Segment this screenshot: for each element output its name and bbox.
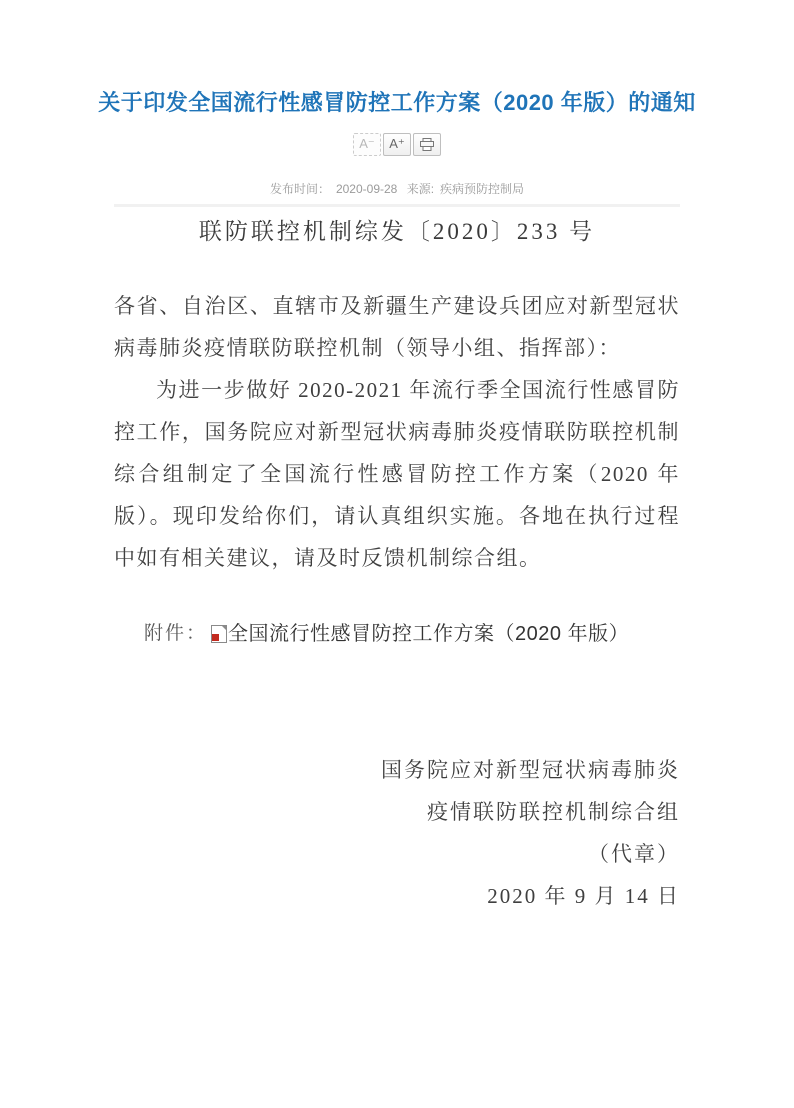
attachment-row bbox=[144, 619, 680, 649]
print-button[interactable] bbox=[413, 133, 441, 156]
publish-meta bbox=[0, 180, 794, 197]
addressee-paragraph: 各省、自治区、直辖市及新疆生产建设兵团应对新型冠状病毒肺炎疫情联防联控机制（领导小组、指挥部）： bbox=[114, 294, 680, 360]
attachment-link[interactable]: 全国流行性感冒防控工作方案（2020 年版） bbox=[228, 623, 630, 645]
publish-time-label: 发布时间： bbox=[269, 182, 330, 196]
font-increase-button[interactable]: A⁺ bbox=[383, 133, 411, 156]
page-title: 关于印发全国流行性感冒防控工作方案（2020 年版）的通知 bbox=[98, 90, 696, 115]
header-divider bbox=[114, 204, 680, 207]
signature-line-date: 2020 年 9 月 14 日 bbox=[487, 884, 680, 908]
signature-line-org-2: 疫情联防联控机制综合组 bbox=[427, 800, 680, 824]
publish-date: 2020-09-28 bbox=[335, 182, 398, 196]
font-decrease-button[interactable]: A⁻ bbox=[353, 133, 381, 156]
signature-line-seal: （代章） bbox=[588, 842, 680, 866]
source-label: 来源: bbox=[406, 182, 435, 196]
font-toolbar bbox=[0, 132, 794, 156]
attachment-label: 附件： bbox=[144, 623, 208, 644]
pdf-file-icon bbox=[211, 625, 227, 643]
signature-block bbox=[114, 749, 680, 917]
body-paragraph: 为进一步做好 2020-2021 年流行季全国流行性感冒防控工作，国务院应对新型冠状病毒肺炎疫情联防联控机制综合组制定了全国流行性感冒防控工作方案（2020 年版）。现印发给你们，请认真组织实施。各地在执行过程中如有相关建议，请及时反馈机制综合组。 bbox=[114, 378, 680, 570]
document-body bbox=[114, 217, 680, 917]
source-value: 疾病预防控制局 bbox=[440, 182, 525, 196]
printer-icon bbox=[420, 138, 434, 151]
document-number: 联防联控机制综发〔2020〕233 号 bbox=[198, 219, 596, 244]
signature-line-org-1: 国务院应对新型冠状病毒肺炎 bbox=[381, 758, 680, 782]
